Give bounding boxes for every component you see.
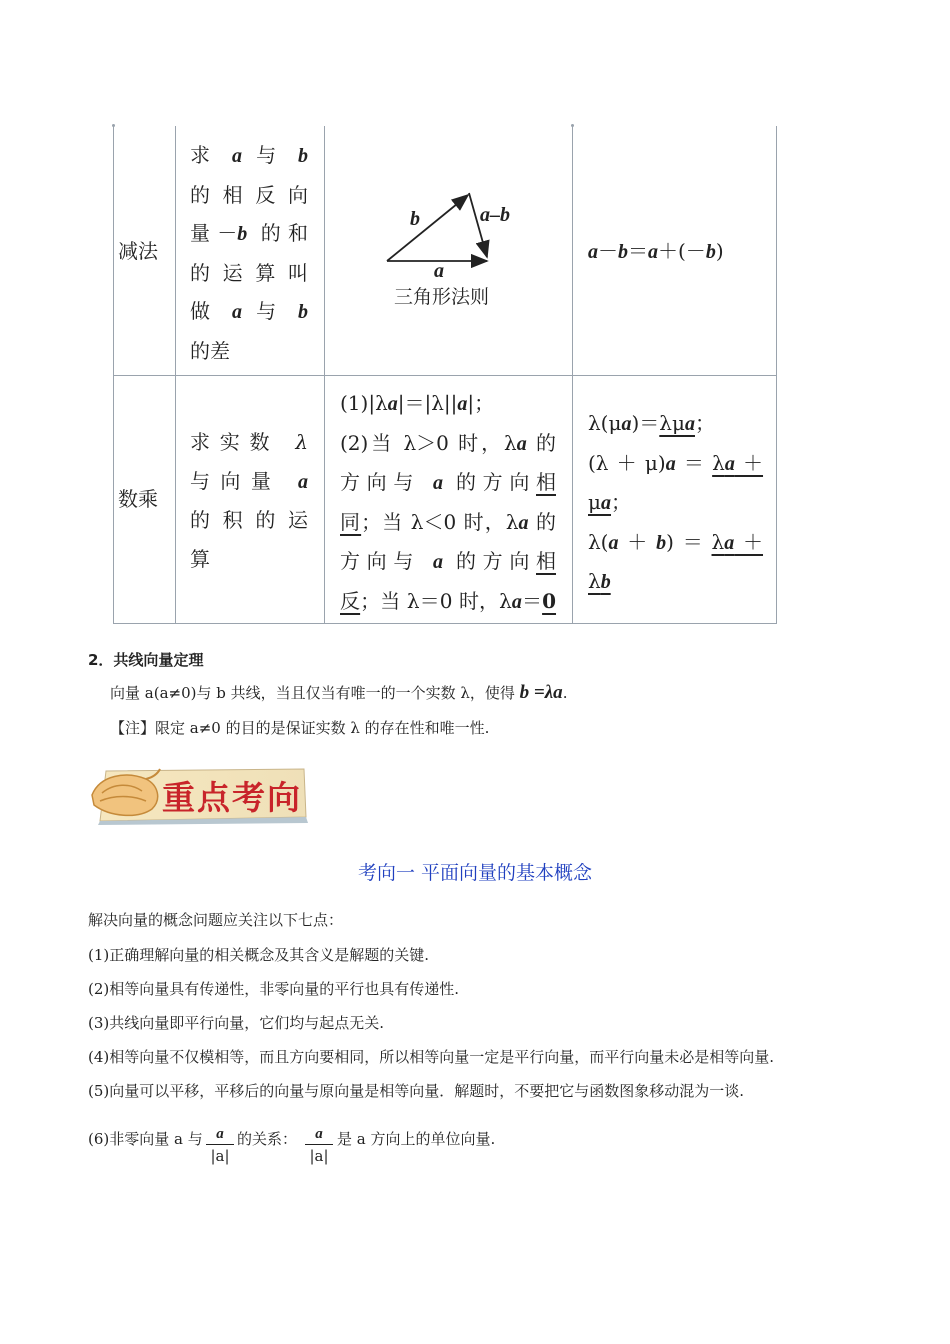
triangle-rule-diagram xyxy=(380,185,510,275)
law-line: μa； xyxy=(588,490,631,514)
rule-line: 方向与 a 的方向相 xyxy=(340,549,556,573)
law-line: λb xyxy=(588,569,611,593)
fraction-numerator: a xyxy=(206,1126,234,1145)
topic1-title: 考向一 平面向量的基本概念 xyxy=(357,862,593,884)
theorem-end: . xyxy=(562,684,568,702)
rule-line: (1)|λa|＝|λ||a|； xyxy=(340,391,495,415)
row-subtract-definition xyxy=(190,136,308,370)
topic1-point6-c: 是 a 方向上的单位向量. xyxy=(337,1130,496,1148)
scalar-laws xyxy=(588,404,763,602)
unit-vector-fraction xyxy=(206,1126,234,1165)
topic1-point: (3)共线向量即平行向量，它们均与起点无关. xyxy=(88,1014,385,1032)
collinear-theorem xyxy=(110,683,567,703)
law-line: λ(a＋b)＝λa＋ xyxy=(588,529,764,554)
topic1-point: (1)正确理解向量的相关概念及其含义是解题的关键. xyxy=(88,946,430,964)
vector-b-arrow xyxy=(387,195,468,261)
topic1-intro: 解决向量的概念问题应关注以下七点： xyxy=(88,911,344,929)
law-line: (λ＋μ)a＝λa＋ xyxy=(588,450,764,475)
def-line: 的积的运 xyxy=(190,508,308,532)
def-line: 的差 xyxy=(190,338,230,363)
rule-line: 同；当 λ＜0 时，λa 的 xyxy=(340,509,557,534)
def-line: 的运算叫 xyxy=(190,260,308,285)
diagram-label-a: a xyxy=(434,260,444,282)
rule-line: 反；当 λ＝0 时，λa＝0 xyxy=(340,588,557,613)
scalar-rules xyxy=(340,384,556,621)
def-line: 做 a 与 b xyxy=(190,299,309,323)
rule-line: 方向与 a 的方向相 xyxy=(340,470,556,494)
row-scalar-definition xyxy=(190,423,308,578)
def-line: 量－b 的和 xyxy=(190,221,309,245)
topic1-point6-b: 的关系： xyxy=(237,1130,298,1148)
fraction-denominator: |a| xyxy=(309,1147,329,1165)
row-scalar-name: 数乘 xyxy=(118,487,158,511)
rule-line: (2)当 λ＞0 时，λa 的 xyxy=(340,430,557,455)
collinear-note: 【注】限定 a≠0 的目的是保证实数 λ 的存在性和唯一性. xyxy=(110,719,490,737)
theorem-formula: b =λa xyxy=(519,682,563,703)
law-line: λ(μa)＝λμa； xyxy=(588,411,715,435)
banner-title: 重点考向 xyxy=(162,778,302,817)
unit-vector-fraction xyxy=(305,1126,333,1165)
fraction-numerator: a xyxy=(305,1126,333,1145)
topic1-point: (5)向量可以平移，平移后的向量与原向量是相等向量．解题时，不要把它与函数图象移动混为一谈. xyxy=(88,1082,745,1100)
diagram-label-a-minus-b: a–b xyxy=(480,204,510,226)
row-subtract-name: 减法 xyxy=(118,239,158,263)
def-line: 的相反向 xyxy=(190,182,308,207)
subtract-formula: a－b＝a＋(－b) xyxy=(588,239,724,263)
section2-heading: 2．共线向量定理 xyxy=(88,651,204,669)
topic1-point: (2)相等向量具有传递性，非零向量的平行也具有传递性. xyxy=(88,980,460,998)
diagram-caption: 三角形法则 xyxy=(394,286,490,308)
def-line: 与向量 a xyxy=(190,468,308,493)
def-line: 求实数 λ xyxy=(190,430,308,454)
def-line: 求 a 与 b xyxy=(190,143,309,167)
topic1-point: (4)相等向量不仅模相等，而且方向要相同，所以相等向量一定是平行向量，而平行向量未必是相等向量. xyxy=(88,1048,775,1066)
fraction-denominator: |a| xyxy=(210,1147,230,1165)
theorem-text: 向量 a(a≠0)与 b 共线，当且仅当有唯一的一个实数 λ，使得 xyxy=(110,684,515,702)
topic1-point6-a: (6)非零向量 a 与 xyxy=(88,1130,203,1148)
diagram-label-b: b xyxy=(410,208,420,230)
def-line: 算 xyxy=(190,546,210,571)
